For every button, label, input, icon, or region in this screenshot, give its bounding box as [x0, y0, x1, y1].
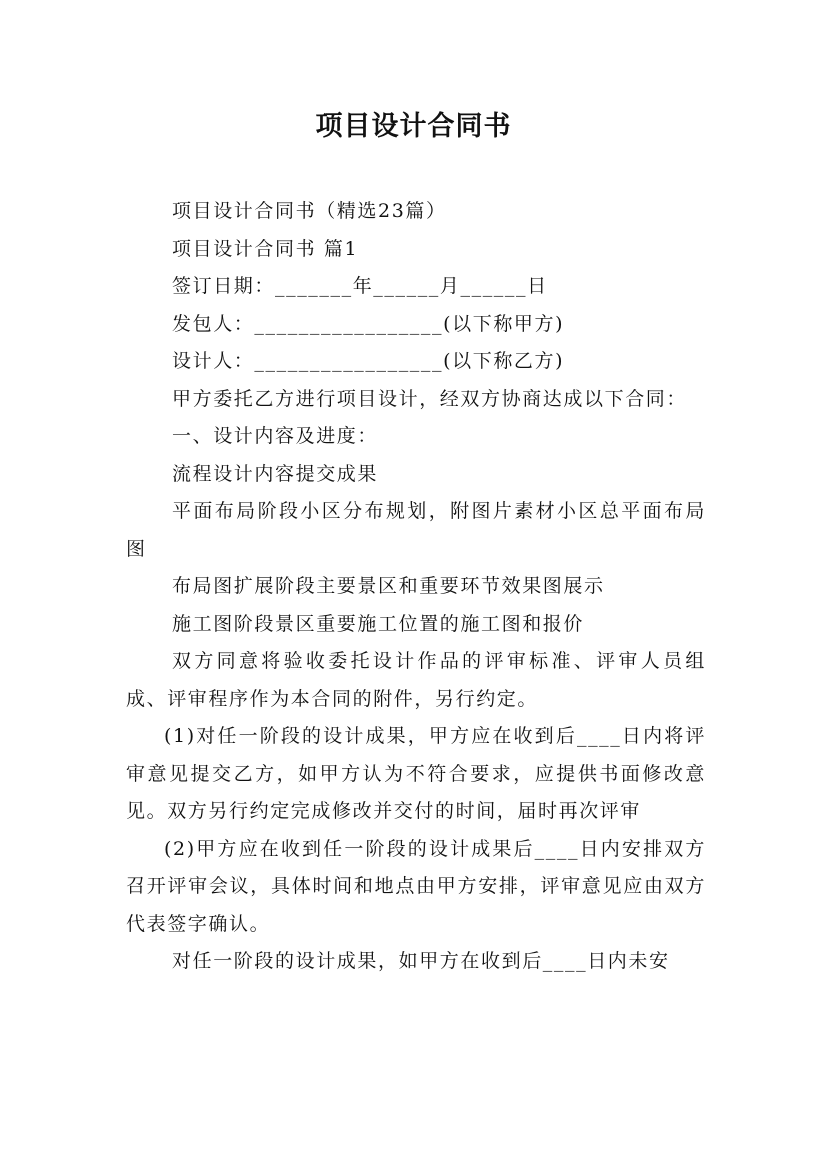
- paragraph: 设计人：_________________(以下称乙方): [172, 350, 565, 372]
- paragraph: 项目设计合同书（精选23篇）: [172, 200, 447, 222]
- document-title: 项目设计合同书: [315, 111, 512, 142]
- paragraph: 发包人：_________________(以下称甲方): [172, 312, 565, 335]
- paragraph: (2)甲方应在收到任一阶段的设计成果后____日内安排双方召开评审会议，具体时间和地点由甲方安排，评审意见应由双方代表签字确认。: [126, 837, 706, 935]
- paragraph: 签订日期：_______年______月______日: [172, 275, 548, 297]
- paragraph: 双方同意将验收委托设计作品的评审标准、评审人员组成、评审程序作为本合同的附件，另行约定。: [126, 650, 706, 710]
- paragraph: 平面布局阶段小区分布规划，附图片素材小区总平面布局图: [126, 500, 706, 560]
- paragraph: 施工图阶段景区重要施工位置的施工图和报价: [172, 612, 585, 635]
- paragraph: 一、设计内容及进度：: [172, 425, 379, 447]
- paragraph: 对任一阶段的设计成果，如甲方在收到后____日内未安: [172, 950, 670, 972]
- paragraph: (1)对任一阶段的设计成果，甲方应在收到后____日内将评审意见提交乙方，如甲方认为不符合要求，应提供书面修改意见。双方另行约定完成修改并交付的时间，届时再次评审: [126, 725, 706, 822]
- paragraph: 项目设计合同书 篇1: [172, 237, 359, 260]
- document-body: [126, 193, 706, 981]
- paragraph: 甲方委托乙方进行项目设计，经双方协商达成以下合同：: [172, 387, 688, 410]
- paragraph: 流程设计内容提交成果: [172, 462, 379, 485]
- paragraph: 布局图扩展阶段主要景区和重要环节效果图展示: [172, 575, 605, 597]
